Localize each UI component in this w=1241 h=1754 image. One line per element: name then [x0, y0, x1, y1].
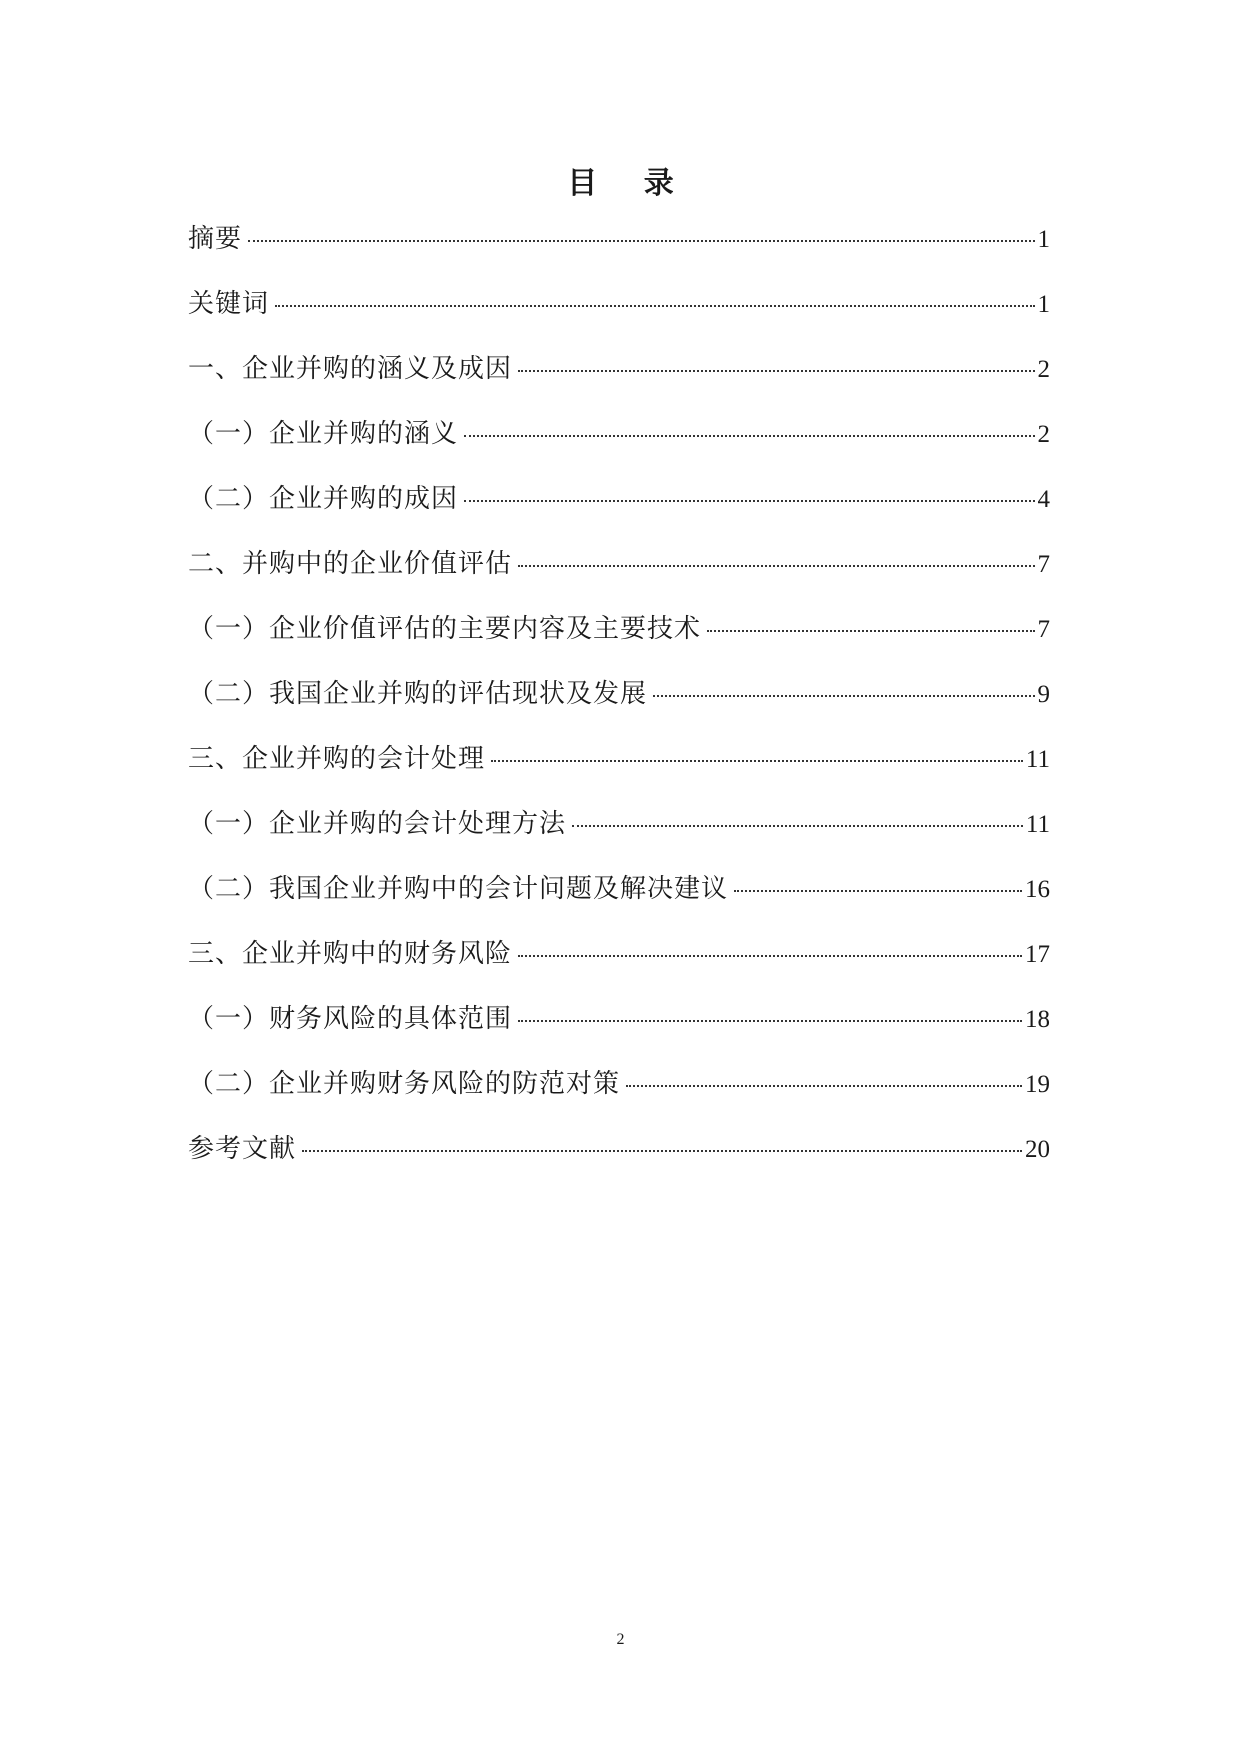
- toc-entry-page-number: 11: [1025, 811, 1050, 838]
- page-number: 2: [616, 1631, 625, 1648]
- toc-entry-page-number: 19: [1025, 1071, 1050, 1098]
- toc-entry[interactable]: [188, 287, 1050, 352]
- toc-entry-page-number: 4: [1037, 486, 1050, 513]
- toc-entry[interactable]: [188, 1132, 1050, 1197]
- toc-dot-leader: [248, 240, 1034, 242]
- toc-entry[interactable]: [188, 482, 1050, 547]
- toc-entry-label: 一、企业并购的涵义及成因: [188, 354, 513, 384]
- toc-title: 目 录: [567, 166, 692, 201]
- toc-dot-leader: [518, 955, 1022, 957]
- toc-entry-label: 三、企业并购的会计处理: [188, 744, 486, 774]
- toc-entry[interactable]: [188, 547, 1050, 612]
- toc-entry-page-number: 2: [1037, 421, 1050, 448]
- toc-entry-label: 参考文献: [188, 1134, 297, 1164]
- toc-entry-label: 二、并购中的企业价值评估: [188, 549, 513, 579]
- toc-entry[interactable]: [188, 417, 1050, 482]
- toc-entry-label: （一）企业价值评估的主要内容及主要技术: [188, 614, 702, 644]
- toc-entry[interactable]: [188, 1067, 1050, 1132]
- toc-dot-leader: [707, 630, 1034, 632]
- toc-entry-page-number: 20: [1025, 1136, 1050, 1163]
- toc-entry-page-number: 7: [1037, 551, 1050, 578]
- toc-entry[interactable]: [188, 222, 1050, 287]
- toc-entry[interactable]: [188, 742, 1050, 807]
- toc-entry-label: （一）财务风险的具体范围: [188, 1004, 513, 1034]
- toc-entry-label: 三、企业并购中的财务风险: [188, 939, 513, 969]
- toc-entry-label: 关键词: [188, 289, 270, 319]
- toc-entry-label: （一）企业并购的会计处理方法: [188, 809, 567, 839]
- toc-entry[interactable]: [188, 807, 1050, 872]
- toc-dot-leader: [491, 760, 1023, 762]
- toc-dot-leader: [464, 435, 1034, 437]
- toc-dot-leader: [302, 1150, 1022, 1152]
- toc-entry-page-number: 2: [1037, 356, 1050, 383]
- toc-entry-page-number: 16: [1025, 876, 1050, 903]
- toc-entry-label: （二）我国企业并购的评估现状及发展: [188, 679, 648, 709]
- toc-dot-leader: [275, 305, 1034, 307]
- toc-dot-leader: [653, 695, 1034, 697]
- toc-entry-label: （二）企业并购财务风险的防范对策: [188, 1069, 621, 1099]
- toc-dot-leader: [518, 370, 1034, 372]
- toc-entry[interactable]: [188, 352, 1050, 417]
- toc-entry-page-number: 9: [1037, 681, 1050, 708]
- toc-entry-label: （二）我国企业并购中的会计问题及解决建议: [188, 874, 729, 904]
- toc-entry-page-number: 17: [1025, 941, 1050, 968]
- toc-entry[interactable]: [188, 872, 1050, 937]
- toc-dot-leader: [464, 500, 1034, 502]
- toc-dot-leader: [626, 1085, 1022, 1087]
- toc-entry-page-number: 1: [1037, 226, 1050, 253]
- table-of-contents: [188, 222, 1050, 1197]
- toc-dot-leader: [734, 890, 1022, 892]
- toc-entry-page-number: 1: [1037, 291, 1050, 318]
- toc-entry-page-number: 18: [1025, 1006, 1050, 1033]
- toc-dot-leader: [518, 565, 1034, 567]
- toc-entry[interactable]: [188, 937, 1050, 1002]
- toc-entry-page-number: 7: [1037, 616, 1050, 643]
- toc-entry-label: 摘要: [188, 224, 243, 254]
- toc-entry[interactable]: [188, 677, 1050, 742]
- toc-entry[interactable]: [188, 1002, 1050, 1067]
- toc-entry-page-number: 11: [1025, 746, 1050, 773]
- toc-entry[interactable]: [188, 612, 1050, 677]
- toc-entry-label: （二）企业并购的成因: [188, 484, 459, 514]
- toc-dot-leader: [518, 1020, 1022, 1022]
- toc-dot-leader: [572, 825, 1023, 827]
- toc-entry-label: （一）企业并购的涵义: [188, 419, 459, 449]
